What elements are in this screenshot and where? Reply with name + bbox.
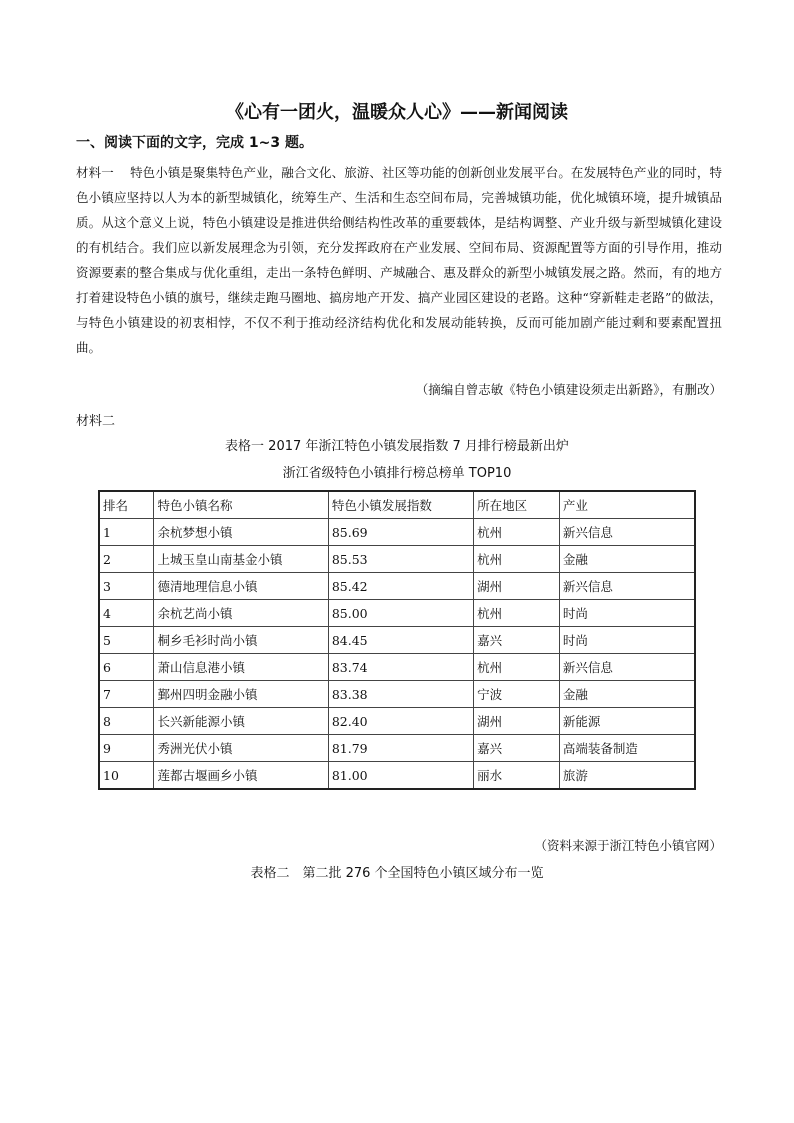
header-region: 所在地区	[474, 491, 560, 519]
cell-index: 85.42	[328, 573, 473, 600]
cell-index: 82.40	[328, 708, 473, 735]
material2-label: 材料二	[76, 414, 116, 429]
cell-industry: 时尚	[559, 600, 695, 627]
cell-index: 85.00	[328, 600, 473, 627]
cell-rank: 8	[99, 708, 154, 735]
table-row	[99, 600, 695, 627]
cell-region: 嘉兴	[474, 627, 560, 654]
cell-region: 嘉兴	[474, 735, 560, 762]
table-row	[99, 627, 695, 654]
section-heading: 一、阅读下面的文字，完成 1~3 题。	[76, 135, 313, 151]
ranking-table	[98, 490, 696, 790]
cell-town-name: 长兴新能源小镇	[154, 708, 328, 735]
table-header-row	[99, 491, 695, 519]
cell-industry: 新能源	[559, 708, 695, 735]
table2-caption: 表格二 第二批 276 个全国特色小镇区域分布一览	[250, 866, 544, 881]
cell-index: 85.53	[328, 546, 473, 573]
cell-town-name: 上城玉皇山南基金小镇	[154, 546, 328, 573]
header-index: 特色小镇发展指数	[328, 491, 473, 519]
table-row	[99, 708, 695, 735]
cell-town-name: 余杭梦想小镇	[154, 519, 328, 546]
header-town-name: 特色小镇名称	[154, 491, 328, 519]
cell-index: 85.69	[328, 519, 473, 546]
cell-rank: 7	[99, 681, 154, 708]
table1-source: （资料来源于浙江特色小镇官网）	[534, 838, 722, 853]
table1-caption: 表格一 2017 年浙江特色小镇发展指数 7 月排行榜最新出炉	[225, 439, 569, 454]
cell-region: 杭州	[474, 546, 560, 573]
table1-subcaption: 浙江省级特色小镇排行榜总榜单 TOP10	[282, 466, 512, 481]
cell-industry: 时尚	[559, 627, 695, 654]
cell-town-name: 萧山信息港小镇	[154, 654, 328, 681]
cell-rank: 9	[99, 735, 154, 762]
cell-town-name: 余杭艺尚小镇	[154, 600, 328, 627]
material1-source: （摘编自曾志敏《特色小镇建设须走出新路》，有删改）	[415, 382, 722, 397]
cell-rank: 4	[99, 600, 154, 627]
cell-region: 湖州	[474, 708, 560, 735]
cell-region: 杭州	[474, 600, 560, 627]
table-row	[99, 546, 695, 573]
cell-rank: 1	[99, 519, 154, 546]
cell-rank: 5	[99, 627, 154, 654]
cell-region: 杭州	[474, 654, 560, 681]
table-row	[99, 681, 695, 708]
cell-region: 杭州	[474, 519, 560, 546]
cell-industry: 新兴信息	[559, 519, 695, 546]
cell-industry: 金融	[559, 681, 695, 708]
cell-industry: 金融	[559, 546, 695, 573]
cell-region: 宁波	[474, 681, 560, 708]
material1-paragraph	[76, 160, 722, 360]
cell-region: 湖州	[474, 573, 560, 600]
cell-industry: 旅游	[559, 762, 695, 790]
cell-town-name: 鄞州四明金融小镇	[154, 681, 328, 708]
table-row	[99, 762, 695, 790]
cell-index: 83.38	[328, 681, 473, 708]
cell-rank: 2	[99, 546, 154, 573]
cell-industry: 高端装备制造	[559, 735, 695, 762]
cell-industry: 新兴信息	[559, 573, 695, 600]
cell-town-name: 秀洲光伏小镇	[154, 735, 328, 762]
page-title: 《心有一团火，温暖众人心》——新闻阅读	[226, 102, 568, 123]
table-row	[99, 573, 695, 600]
header-rank: 排名	[99, 491, 154, 519]
cell-rank: 3	[99, 573, 154, 600]
table-row	[99, 519, 695, 546]
cell-index: 83.74	[328, 654, 473, 681]
cell-index: 81.00	[328, 762, 473, 790]
cell-index: 84.45	[328, 627, 473, 654]
material1-text: 特色小镇是聚集特色产业，融合文化、旅游、社区等功能的创新创业发展平台。在发展特色产业的同时，特色小镇应坚持以人为本的新型城镇化，统筹生产、生活和生态空间布局，完善城镇功能，优化城镇环境，提升城镇品质。从这个意义上说，特色小镇建设是推进供给侧结构性改革的重要载体，是结构调整、产业升级与新型城镇化建设的有机结合。我们应以新发展理念为引领，充分发挥政府在产业发展、空间布局、资源配置等方面的引导作用，推动资源要素的整合集成与优化重组，走出一条特色鲜明、产城融合、惠及群众的新型小城镇发展之路。然而，有的地方打着建设特色小镇的旗号，继续走跑马圈地、搞房地产开发、搞产业园区建设的老路。这种“穿新鞋走老路”的做法，与特色小镇建设的初衷相悖，不仅不利于推动经济结构优化和发展动能转换，反而可能加剧产能过剩和要素配置扭曲。	[76, 165, 722, 355]
cell-rank: 10	[99, 762, 154, 790]
cell-town-name: 德清地理信息小镇	[154, 573, 328, 600]
cell-industry: 新兴信息	[559, 654, 695, 681]
cell-rank: 6	[99, 654, 154, 681]
table-row	[99, 735, 695, 762]
cell-town-name: 桐乡毛衫时尚小镇	[154, 627, 328, 654]
cell-index: 81.79	[328, 735, 473, 762]
header-industry: 产业	[559, 491, 695, 519]
cell-town-name: 莲都古堰画乡小镇	[154, 762, 328, 790]
material1-label: 材料一	[76, 165, 114, 180]
cell-region: 丽水	[474, 762, 560, 790]
table-row	[99, 654, 695, 681]
